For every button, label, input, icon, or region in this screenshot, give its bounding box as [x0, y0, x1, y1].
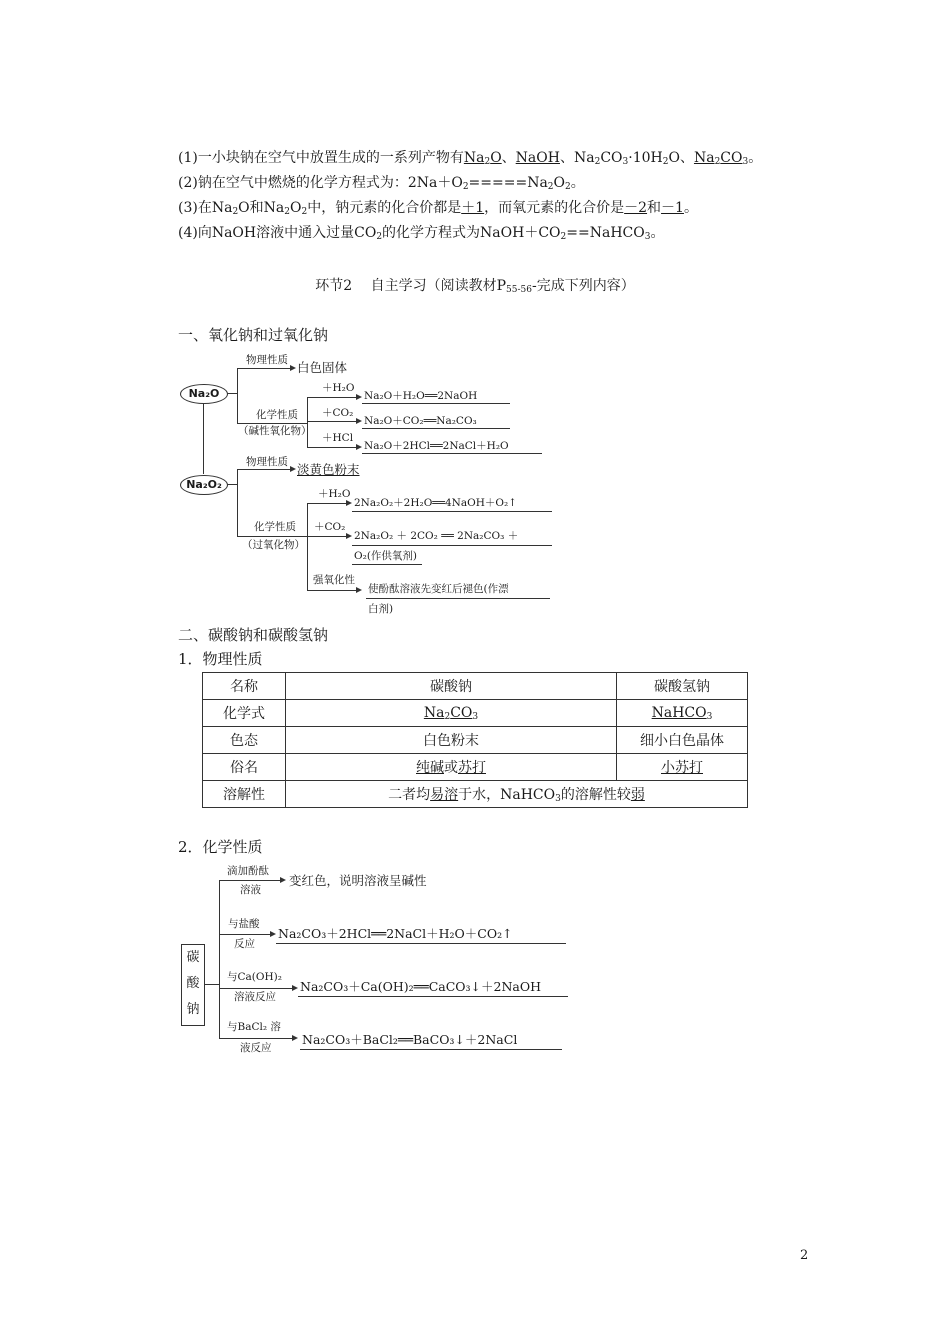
part2-heading: 二、碳酸钠和碳酸氢钠 — [178, 626, 329, 644]
na2o2-node: Na₂O₂ — [180, 475, 228, 495]
table-row: 色态 白色粉末 细小白色晶体 — [203, 727, 748, 754]
table-row: 溶解性 二者均易溶于水，NaHCO$_3$的溶解性较弱 — [203, 781, 748, 808]
phys2-value: 淡黄色粉末 — [297, 462, 360, 477]
document-page: (1)一小块钠在空气中放置生成的一系列产物有$Na_2O$、NaOH、$Na_2CO_3\cdot 10H_2O$、$Na_2CO_3$。 (2)钠在空气中燃烧的化学方程式为：$2Na+O_2=====Na_2O_2$。 (3)在$Na_2O$和$Na_2O_2$中，钠元素的化合价都是＋1，而氧元素的化合价是－2和－1。 (4)向NaOH溶液中通入过量$CO_2$的化学方程式为$NaOH+CO_2==NaHCO_3$。 环节2 自主学习（阅读教材$P_{55-56}-$完成下列内容） 一、氧化钠和过氧化钠 Na₂O Na₂O₂ 物理性质 白色固体 化学性质 （碱性氧化物） ＋H₂O Na₂O＋H₂O══2NaOH ＋CO₂ Na₂O＋CO₂══Na₂CO₃ ＋HCl Na₂O＋2HCl══2NaCl＋H₂O 物理性质 淡黄色粉末 化学性质 （过氧化物） ＋H₂O 2Na₂O₂＋2H₂O══4NaOH＋O₂↑ ＋CO₂ 2Na₂O₂ ＋ 2CO₂ ══ 2Na₂CO₃ ＋ O₂(作供氧剂) 强氧化性 使酚酞溶液先变红后褪色(作漂 白剂) 二、碳酸钠和碳酸氢钠 1．物理性质 名称 碳酸钠 碳酸氢钠 化学式 $Na_2CO_3$ NaHCO$_3$ 色态 白色粉末 细小白色晶体 俗名 纯碱或苏打 小苏打 溶解性 二者均易溶于水，NaHCO$_3$的溶解性较弱 2．化学性质 碳 酸 钠 滴加酚酞 溶液 变红色，说明溶液呈碱性 与盐酸 反应 Na₂CO₃＋2HCl══2NaCl＋H₂O＋CO₂↑ 与Ca(OH)₂ 溶液反应 Na₂CO₃＋Ca(OH)₂══CaCO₃↓＋2NaOH 与BaCl₂ 溶 液反应 Na₂CO₃＋BaCl₂══BaCO₃↓＋2NaCl 2 — [0, 0, 950, 1344]
answer-plus1: ＋1 — [461, 200, 485, 216]
table-row: 化学式 $Na_2CO_3$ NaHCO$_3$ — [203, 700, 748, 727]
connector — [203, 404, 204, 474]
table-row: 名称 碳酸钠 碳酸氢钠 — [203, 673, 748, 700]
answer-minus1: －1 — [661, 200, 684, 216]
sodium-carbonate-box: 碳 酸 钠 — [181, 944, 205, 1026]
answer-naoh: NaOH — [515, 150, 560, 166]
answer-minus2: －2 — [624, 200, 648, 216]
part1-heading: 一、氧化钠和过氧化钠 — [178, 326, 329, 344]
chem-heading: 2．化学性质 — [178, 838, 263, 856]
question-3: (3)在$Na_2O$和$Na_2O_2$中，钠元素的化合价都是＋1，而氧元素的化合价是－2和－1。 — [178, 200, 698, 217]
question-4: (4)向NaOH溶液中通入过量$CO_2$的化学方程式为$NaOH+CO_2==NaHCO_3$。 — [178, 225, 665, 242]
page-number: 2 — [800, 1248, 809, 1263]
answer-na2o: $Na_2O$ — [463, 150, 502, 167]
properties-table — [202, 672, 748, 808]
answer-na2co3: $Na_2CO_3$ — [693, 150, 749, 167]
section-title: 环节2 自主学习（阅读教材$P_{55-56}-$完成下列内容） — [315, 278, 635, 295]
question-1: (1)一小块钠在空气中放置生成的一系列产物有$Na_2O$、NaOH、$Na_2CO_3\cdot 10H_2O$、$Na_2CO_3$。 — [178, 150, 763, 167]
table-row: 俗名 纯碱或苏打 小苏打 — [203, 754, 748, 781]
phys-heading: 1．物理性质 — [178, 650, 263, 668]
question-2: (2)钠在空气中燃烧的化学方程式为：$2Na+O_2=====Na_2O_2$。 — [178, 175, 585, 192]
na2o-node: Na₂O — [180, 384, 228, 404]
